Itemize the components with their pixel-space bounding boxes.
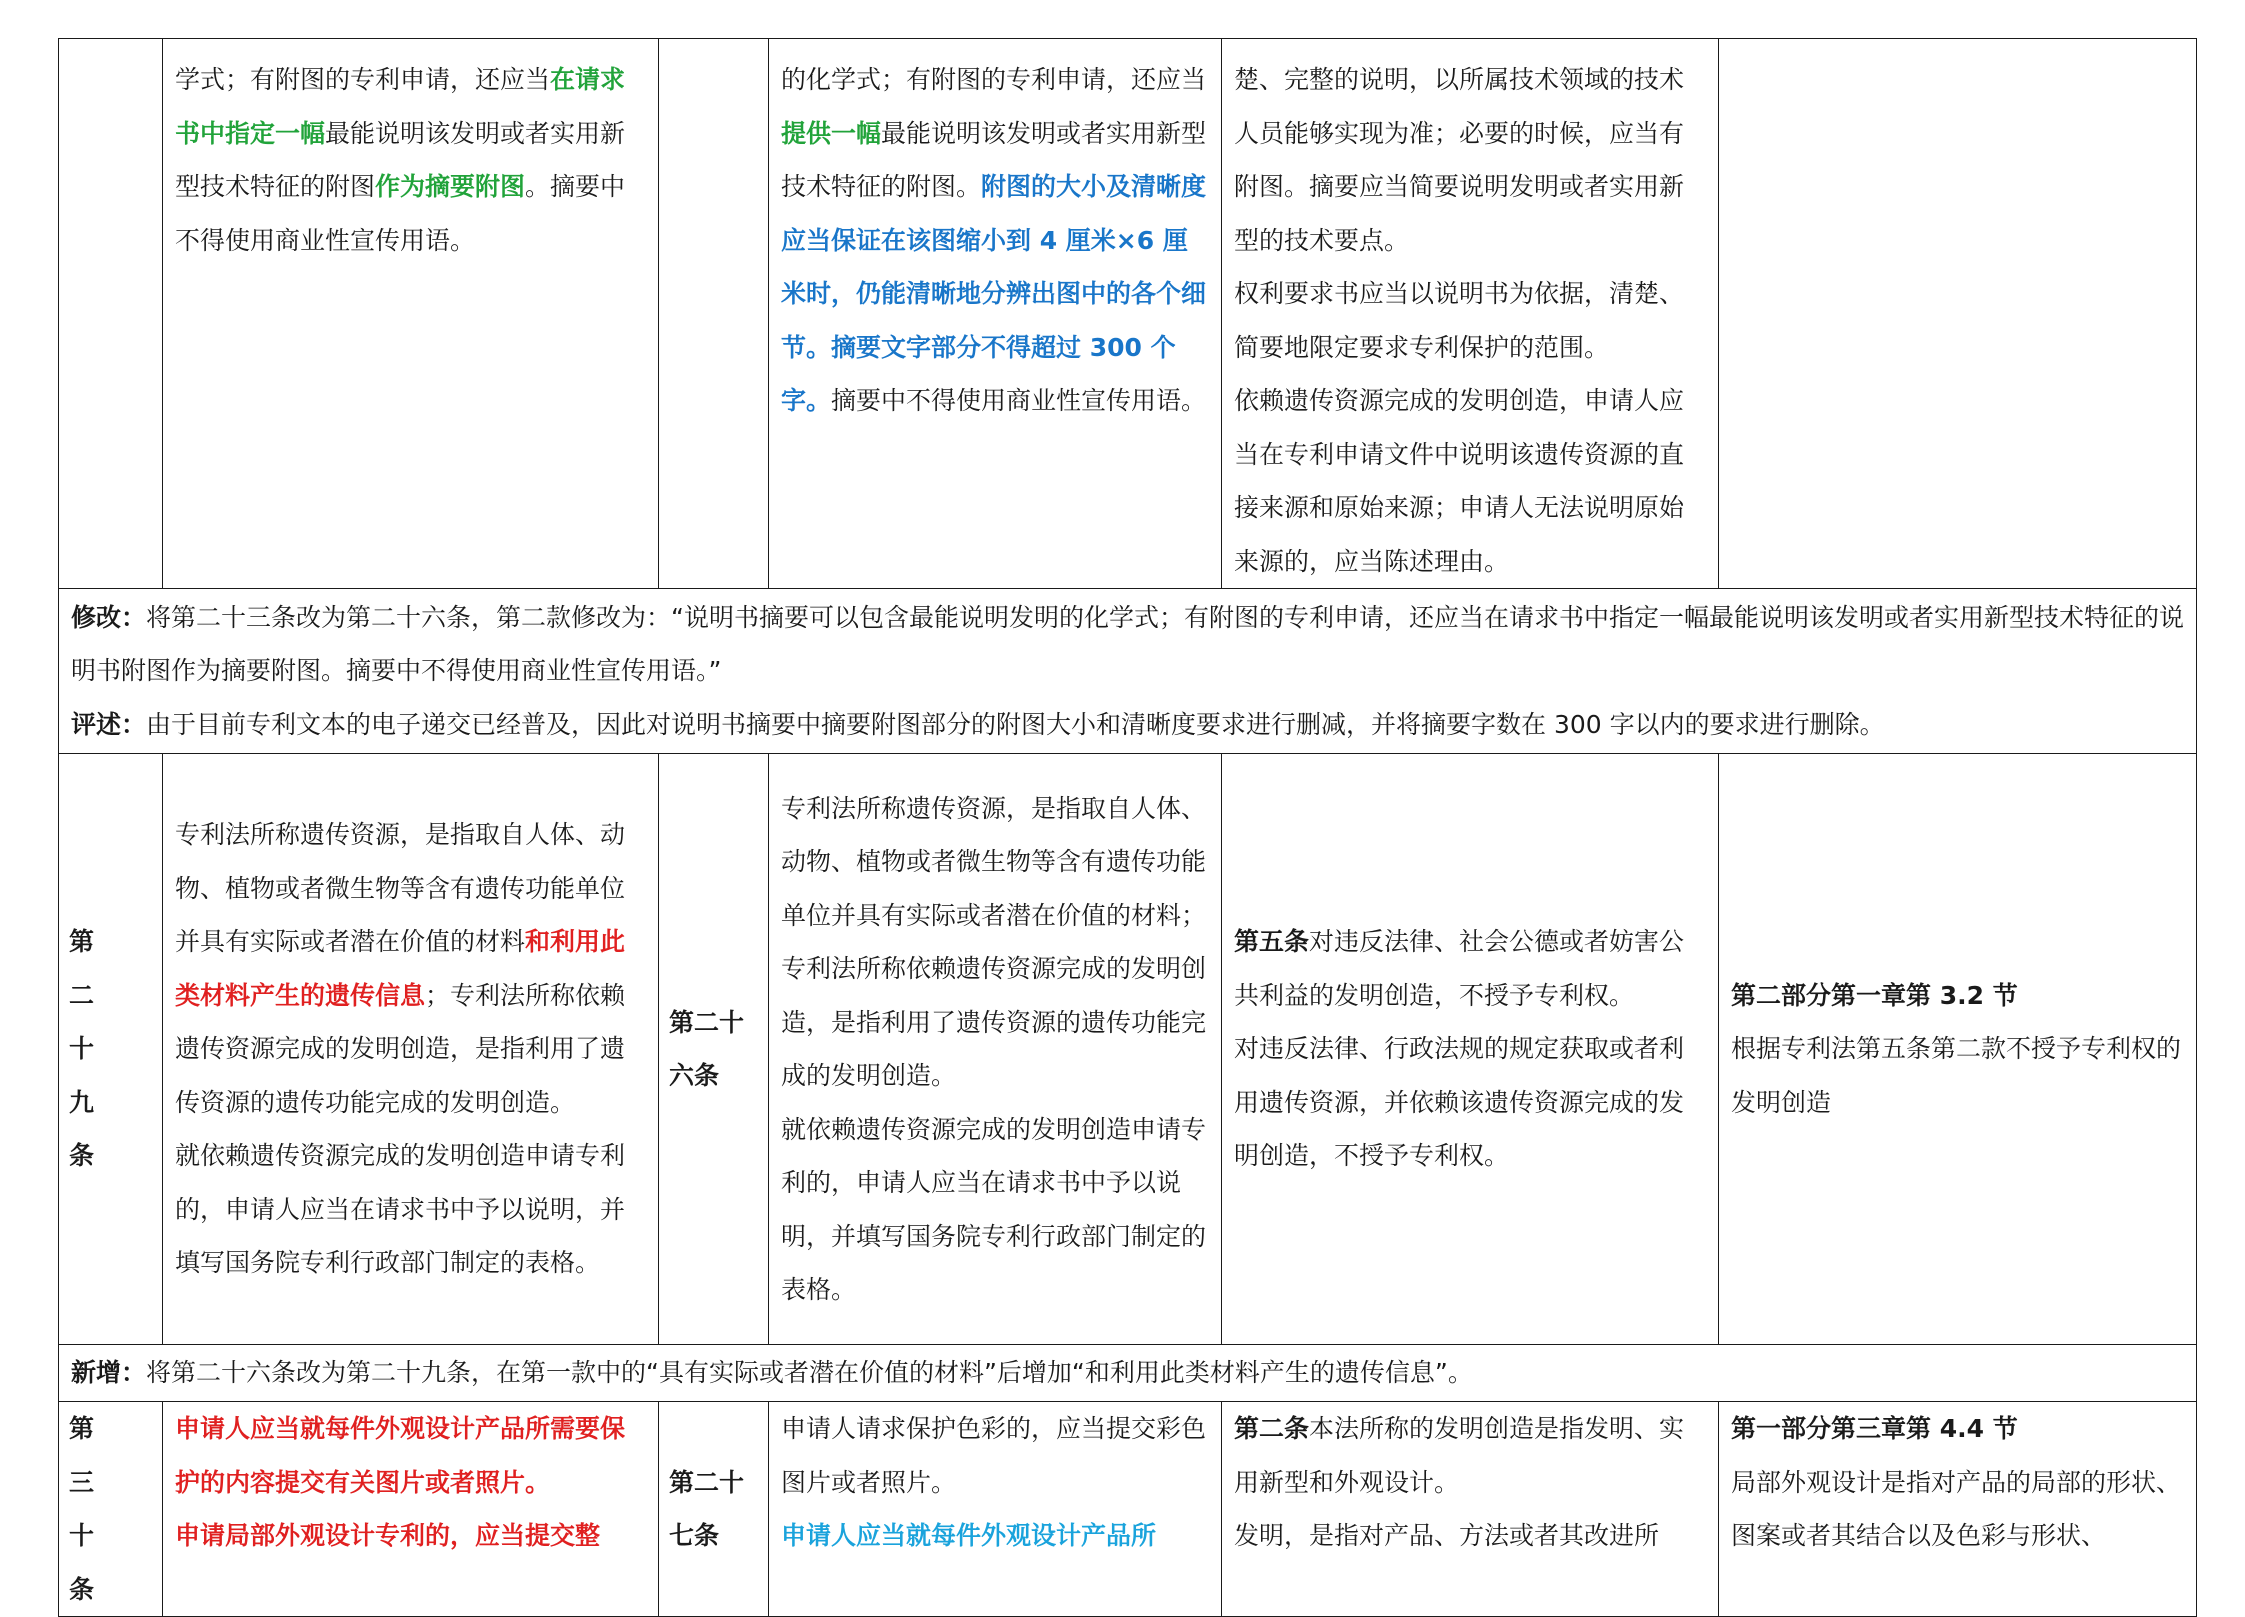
- table-row: [59, 754, 2197, 1345]
- old-regulation-cell: [769, 39, 1222, 589]
- list-item: 权利要求书应当以说明书为依据，清楚、简要地限定要求专利保护的范围。: [1234, 279, 1685, 362]
- table-row: [59, 39, 2197, 589]
- paragraph: 申请人应当就每件外观设计产品所: [781, 1521, 1157, 1550]
- new-regulation-cell: [163, 1402, 659, 1617]
- article-number: 第三十条: [69, 1414, 119, 1604]
- text-run: 最能说明该发明或者实用新型技术特征的附图: [175, 118, 626, 201]
- comparison-table: [58, 38, 2197, 1617]
- paragraph: 根据专利法第五条第二款不授予专利权的发明创造: [1731, 1034, 2182, 1117]
- list-item: 楚、完整的说明，以所属技术领域的技术人员能够实现为准；必要的时候，应当有附图。摘要应当简要说明发明或者实用新型的技术要点。: [1234, 65, 1685, 255]
- table-row: [59, 1345, 2197, 1402]
- article-old-cell: [659, 1402, 769, 1617]
- article-number: 第二十七条: [669, 1467, 745, 1550]
- guideline-cell: [1719, 39, 2197, 589]
- text-run: 摘要中不得使用商业性宣传用语。: [831, 386, 1207, 415]
- paragraph: 专利法所称遗传资源，是指取自人体、动物、植物或者微生物等含有遗传功能单位并具有实际或者潜在价值的材料；专利法所称依赖遗传资源完成的发明创造，是指利用了遗传资源的遗传功能完成的发明创造。: [781, 793, 1207, 1090]
- patent-law-cell: [1222, 39, 1719, 589]
- law-article-label: 第五条: [1234, 927, 1310, 957]
- paragraph: 就依赖遗传资源完成的发明创造申请专利的，申请人应当在请求书中予以说明，并填写国务院专利行政部门制定的表格。: [781, 1114, 1207, 1304]
- list-item: 依赖遗传资源完成的发明创造，申请人应当在专利申请文件中说明该遗传资源的直接来源和原始来源；申请人无法说明原始来源的，应当陈述理由。: [1234, 386, 1685, 576]
- new-regulation-cell: [163, 39, 659, 589]
- paragraph: 第五条对违反法律、社会公德或者妨害公共利益的发明创造，不授予专利权。: [1234, 927, 1685, 1010]
- highlighted-text: 作为摘要附图: [375, 172, 526, 201]
- paragraph: 申请人应当就每件外观设计产品所需要保护的内容提交有关图片或者照片。: [175, 1414, 626, 1497]
- comment-label: 评述：: [71, 709, 147, 739]
- old-regulation-cell: [769, 754, 1222, 1345]
- paragraph: 申请人请求保护色彩的，应当提交彩色图片或者照片。: [781, 1414, 1207, 1497]
- guideline-cell: [1719, 754, 2197, 1345]
- patent-law-cell: [1222, 754, 1719, 1345]
- article-number: 第二十六条: [669, 1007, 745, 1090]
- text-run: 学式；有附图的专利申请，还应当: [175, 65, 551, 94]
- article-old-cell: [659, 39, 769, 589]
- new-regulation-cell: [163, 754, 659, 1345]
- paragraph: 就依赖遗传资源完成的发明创造申请专利的，申请人应当在请求书中予以说明，并填写国务院专利行政部门制定的表格。: [175, 1141, 626, 1278]
- patent-law-cell: [1222, 1402, 1719, 1617]
- modify-text: 将第二十三条改为第二十六条，第二款修改为：“说明书摘要可以包含最能说明发明的化学式；有附图的专利申请，还应当在请求书中指定一幅最能说明该发明或者实用新型技术特征的说明书附图作为摘要附图。摘要中不得使用商业性宣传用语。”: [71, 602, 2184, 686]
- paragraph: 发明，是指对产品、方法或者其改进所: [1234, 1521, 1660, 1550]
- addition-text: 将第二十六条改为第二十九条，在第一款中的“具有实际或者潜在价值的材料”后增加“和利用此类材料产生的遗传信息”。: [146, 1358, 1473, 1388]
- highlighted-text: 附图的大小及清晰度应当保证在该图缩小到 4 厘米×6 厘米时，仍能清晰地分辨出图中的各个细节。摘要文字部分不得超过 300 个字。: [781, 172, 1207, 415]
- article-number: 第二十九条: [69, 927, 119, 1171]
- table-row: [59, 589, 2197, 754]
- paragraph: 第二条本法所称的发明创造是指发明、实用新型和外观设计。: [1234, 1414, 1685, 1497]
- article-old-cell: [659, 754, 769, 1345]
- text-run: 。摘要中不得使用商业性宣传用语。: [175, 172, 626, 255]
- note-cell: [59, 1345, 2197, 1402]
- paragraph: 局部外观设计是指对产品的局部的形状、图案或者其结合以及色彩与形状、: [1731, 1467, 2182, 1550]
- text-run: 最能说明该发明或者实用新型技术特征的附图。: [781, 118, 1207, 201]
- article-new-cell: [59, 754, 163, 1345]
- note-cell: [59, 589, 2197, 754]
- paragraph: 对违反法律、行政法规的规定获取或者利用遗传资源，并依赖该遗传资源完成的发明创造，不授予专利权。: [1234, 1034, 1685, 1171]
- addition-label: 新增：: [71, 1358, 147, 1388]
- guideline-section-label: 第一部分第三章第 4.4 节: [1731, 1414, 2018, 1443]
- text-run: 专利法所称遗传资源，是指取自人体、动物、植物或者微生物等含有遗传功能单位并具有实际或者潜在价值的材料: [175, 820, 626, 957]
- article-new-cell: [59, 1402, 163, 1617]
- text-run: ；专利法所称依赖遗传资源完成的发明创造，是指利用了遗传资源的遗传功能完成的发明创造。: [175, 980, 626, 1117]
- guideline-section-label: 第二部分第一章第 3.2 节: [1731, 980, 2018, 1010]
- comment-note: [71, 698, 2184, 752]
- old-regulation-cell: [769, 1402, 1222, 1617]
- modify-note: [71, 591, 2184, 698]
- addition-note: [71, 1346, 2184, 1400]
- rich-paragraph: [175, 808, 646, 1129]
- article-new-cell: [59, 39, 163, 589]
- paragraph: 申请局部外观设计专利的，应当提交整: [175, 1521, 601, 1550]
- highlighted-text: 在请求书中指定一幅: [175, 65, 626, 148]
- guideline-cell: [1719, 1402, 2197, 1617]
- rich-paragraph: [175, 53, 646, 267]
- rich-paragraph: [781, 53, 1209, 428]
- text-run: 的化学式；有附图的专利申请，还应当: [781, 65, 1207, 94]
- comment-text: 由于目前专利文本的电子递交已经普及，因此对说明书摘要中摘要附图部分的附图大小和清晰度要求进行删减，并将摘要字数在 300 字以内的要求进行删除。: [146, 709, 1885, 739]
- table-row: [59, 1402, 2197, 1617]
- law-article-label: 第二条: [1234, 1414, 1310, 1443]
- highlighted-text: 和利用此类材料产生的遗传信息: [175, 927, 626, 1010]
- modify-label: 修改：: [71, 602, 147, 632]
- highlighted-text: 提供一幅: [781, 118, 882, 148]
